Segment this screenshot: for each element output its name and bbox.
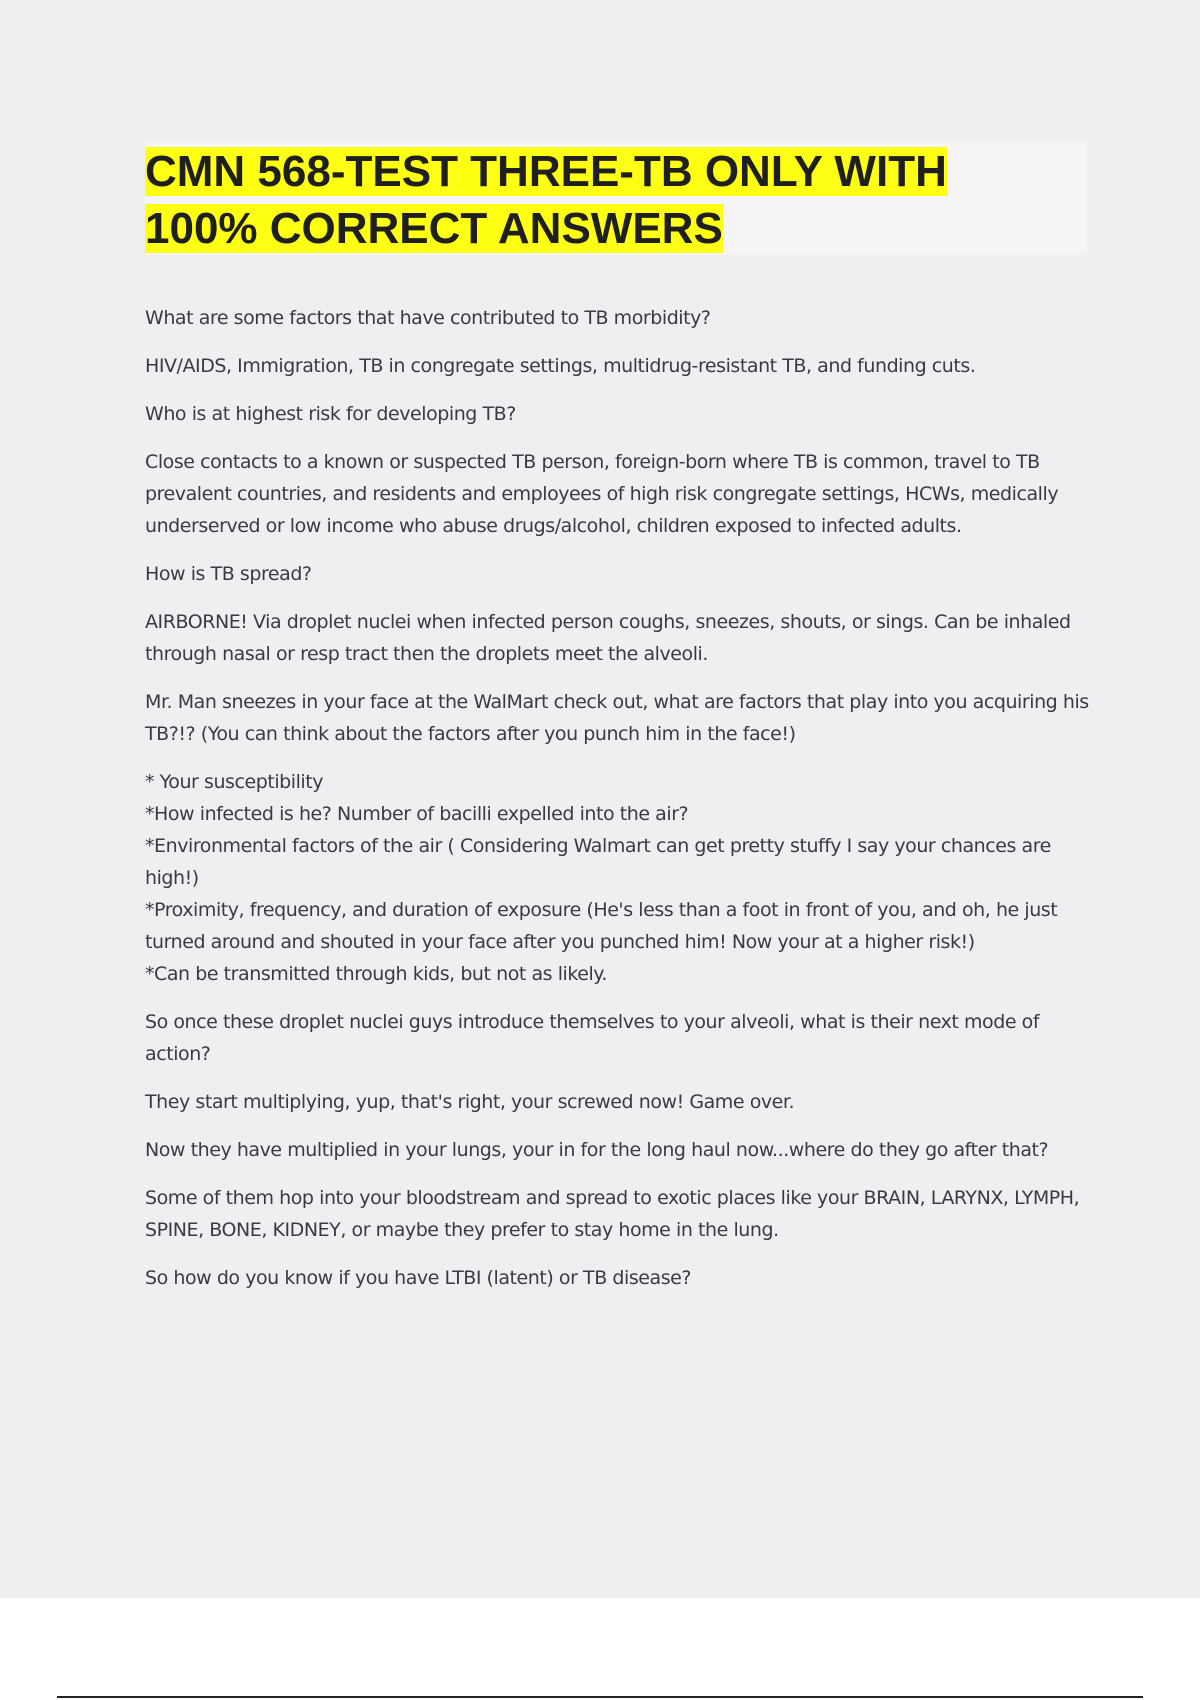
title-line-1: CMN 568-TEST THREE-TB ONLY WITH [145, 147, 947, 196]
footer-divider [57, 1696, 1143, 1698]
answer-paragraph: They start multiplying, yup, that's right, your screwed now! Game over. [145, 1091, 795, 1113]
question-paragraph: Who is at highest risk for developing TB? [145, 403, 516, 425]
question-paragraph: So how do you know if you have LTBI (latent) or TB disease? [145, 1267, 692, 1289]
question-paragraph: How is TB spread? [145, 563, 312, 585]
title-block [145, 143, 1087, 255]
document-title [145, 143, 1087, 257]
title-line-2: 100% CORRECT ANSWERS [145, 204, 723, 253]
question-paragraph: Mr. Man sneezes in your face at the WalMart check out, what are factors that play into you acquiring his TB?!? (You can think about the factors after you punch him in the face!) [145, 691, 1089, 745]
question-paragraph: What are some factors that have contributed to TB morbidity? [145, 307, 711, 329]
answer-paragraph: Close contacts to a known or suspected TB person, foreign-born where TB is common, travel to TB prevalent countries, and residents and employees of high risk congregate settings, HCWs, medically underserved or low income who abuse drugs/alcohol, children exposed to infected adults. [145, 451, 1059, 537]
answer-paragraph: AIRBORNE! Via droplet nuclei when infected person coughs, sneezes, shouts, or sings. Can be inhaled through nasal or resp tract then the droplets meet the alveoli. [145, 611, 1071, 665]
question-paragraph: So once these droplet nuclei guys introduce themselves to your alveoli, what is their next mode of action? [145, 1011, 1040, 1065]
answer-paragraph: HIV/AIDS, Immigration, TB in congregate settings, multidrug-resistant TB, and funding cuts. [145, 355, 976, 377]
question-paragraph: Now they have multiplied in your lungs, your in for the long haul now...where do they go after that? [145, 1139, 1049, 1161]
document-body [145, 302, 1095, 1310]
answer-paragraph: * Your susceptibility *How infected is he? Number of bacilli expelled into the air? *Environmental factors of the air ( Considering Walmart can get pretty stuffy I say your chances are high!) *Proximity, frequency, and duration of exposure (He's less than a foot in front of you, and oh, he just turned around and shouted in your face after you punched him! Now your at a higher risk!) *Can be transmitted through kids, but not as likely. [145, 771, 1058, 985]
answer-paragraph: Some of them hop into your bloodstream and spread to exotic places like your BRAIN, LARYNX, LYMPH, SPINE, BONE, KIDNEY, or maybe they prefer to stay home in the lung. [145, 1187, 1080, 1241]
